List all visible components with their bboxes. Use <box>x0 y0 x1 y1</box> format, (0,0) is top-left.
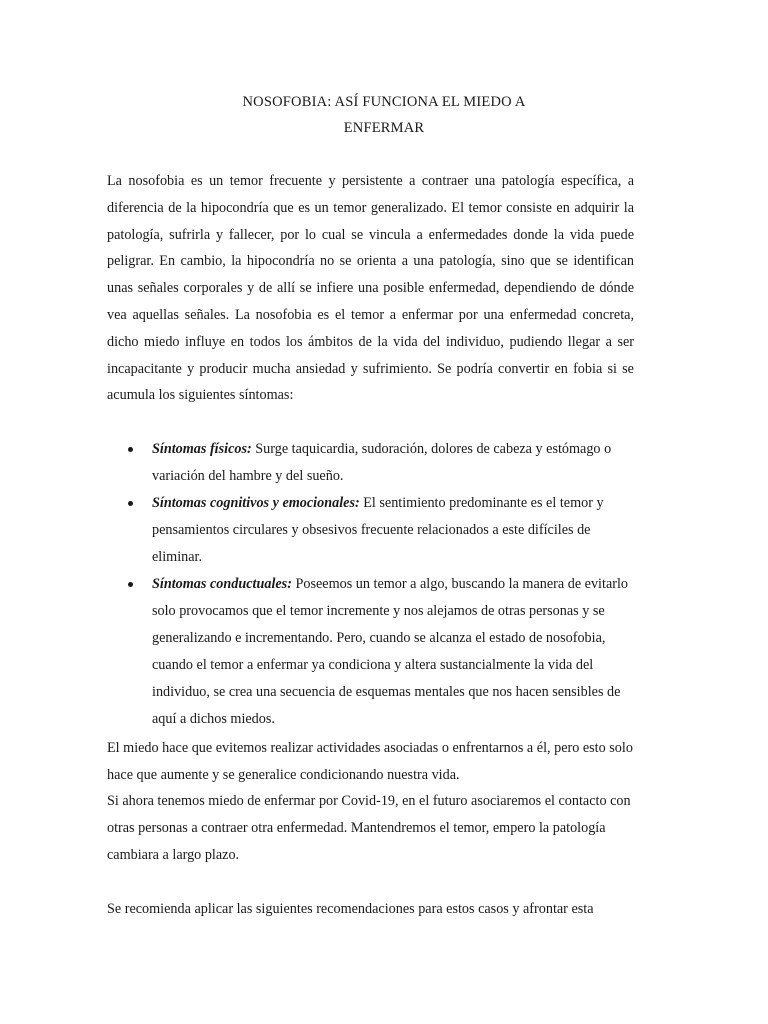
symptoms-list <box>107 436 634 733</box>
symptom-item-physical <box>107 436 634 490</box>
symptom-term: Síntomas conductuales: <box>152 576 292 592</box>
fear-paragraph: El miedo hace que evitemos realizar actividades asociadas o enfrentarnos a él, pero esto solo hace que aumente y se generalice condicionando nuestra vida. <box>107 740 633 783</box>
symptom-text: Poseemos un temor a algo, buscando la manera de evitarlo solo provocamos que el temor incremente y nos alejamos de otras personas y se generalizando e incrementando. Pero, cuando se alcanza el estado de nosofobia, cuando el temor a enfermar ya condiciona y altera sustancialmente la vida del individuo, se crea una secuencia de esquemas mentales que nos hacen sensibles de aquí a dichos miedos. <box>152 576 628 727</box>
symptom-term: Síntomas cognitivos y emocionales: <box>152 495 360 511</box>
bullet-icon <box>128 501 133 506</box>
document-title-line-2: ENFERMAR <box>343 120 425 136</box>
symptom-item-cognitive <box>107 490 634 571</box>
bullet-icon <box>128 447 133 452</box>
symptom-item-behavioral <box>107 571 634 733</box>
symptom-text: El sentimiento predominante es el temor y pensamientos circulares y obsesivos frecuente relacionados a este difíciles de eliminar. <box>152 495 604 565</box>
recommendation-paragraph: Se recomienda aplicar las siguientes recomendaciones para estos casos y afrontar esta <box>107 901 594 917</box>
covid-paragraph: Si ahora tenemos miedo de enfermar por Covid-19, en el futuro asociaremos el contacto con otras personas a contraer otra enfermedad. Mantendremos el temor, empero la patología cambiara a largo plazo. <box>107 793 631 863</box>
bullet-icon <box>128 582 133 587</box>
symptom-term: Síntomas físicos: <box>152 441 252 457</box>
symptom-text: Surge taquicardia, sudoración, dolores de cabeza y estómago o variación del hambre y del sueño. <box>152 441 612 484</box>
intro-paragraph: La nosofobia es un temor frecuente y persistente a contraer una patología específica, a diferencia de la hipocondría que es un temor generalizado. El temor consiste en adquirir la patología, sufrirla y fallecer, por lo cual se vincula a enfermedades donde la vida puede peligrar. En cambio, la hipocondría no se orienta a una patología, sino que se identifican unas señales corporales y de allí se infiere una posible enfermedad, dependiendo de dónde vea aquellas señales. La nosofobia es el temor a enfermar por una enfermedad concreta, dicho miedo influye en todos los ámbitos de la vida del individuo, pudiendo llegar a ser incapacitante y producir mucha ansiedad y sufrimiento. Se podría convertir en fobia si se acumula los siguientes síntomas: <box>107 173 634 404</box>
document-title-line-1: NOSOFOBIA: ASÍ FUNCIONA EL MIEDO A <box>242 94 526 110</box>
